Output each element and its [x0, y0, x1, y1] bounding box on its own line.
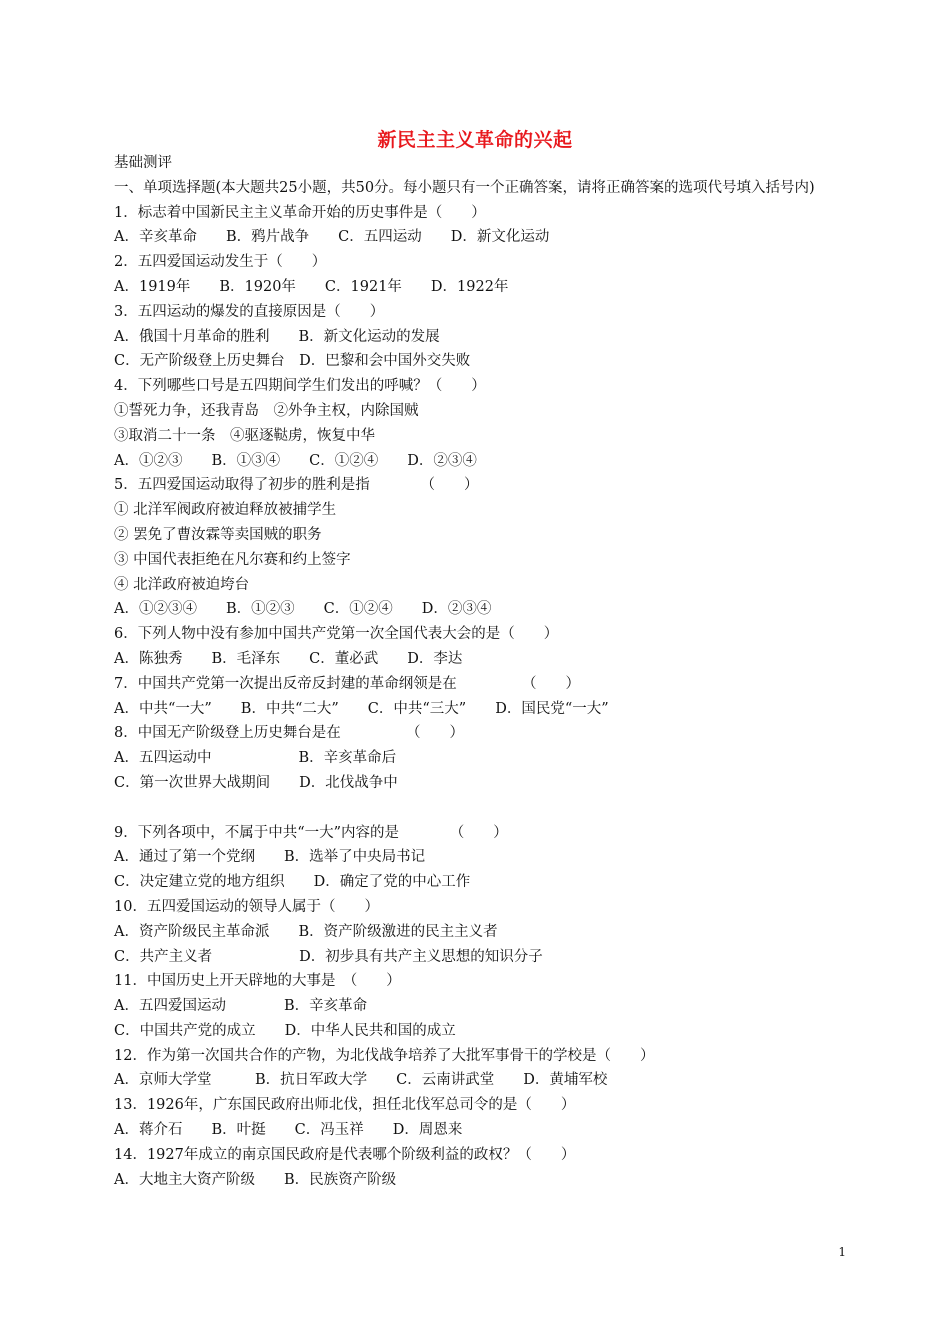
text-line: A．中共“一大” B．中共“二大” C．中共“三大” D．国民党“一大” [114, 700, 609, 717]
page-title: 新民主主义革命的兴起 [377, 129, 573, 151]
text-line: A．五四爱国运动 B．辛亥革命 [114, 998, 368, 1015]
text-line: A．俄国十月革命的胜利 B．新文化运动的发展 [114, 328, 440, 345]
text-line: A．资产阶级民主革命派 B．资产阶级激进的民主主义者 [114, 923, 498, 940]
text-line: A．蒋介石 B．叶挺 C．冯玉祥 D．周恩来 [114, 1122, 463, 1139]
text-line: 4．下列哪些口号是五四期间学生们发出的呼喊？（ ） [114, 378, 486, 395]
text-line: ③ 中国代表拒绝在凡尔赛和约上签字 [114, 551, 351, 568]
text-line: 1．标志着中国新民主主义革命开始的历史事件是（ ） [114, 204, 486, 221]
text-line: ① 北洋军阀政府被迫释放被捕学生 [114, 502, 337, 519]
text-line: A．辛亥革命 B．鸦片战争 C．五四运动 D．新文化运动 [114, 229, 550, 246]
text-line: 3．五四运动的爆发的直接原因是（ ） [114, 303, 385, 320]
blank-line [114, 796, 854, 821]
text-line: 6．下列人物中没有参加中国共产党第一次全国代表大会的是（ ） [114, 626, 559, 643]
text-line: ② 罢免了曹汝霖等卖国贼的职务 [114, 526, 322, 543]
page-number: 1 [838, 1245, 846, 1259]
text-line: 7．中国共产党第一次提出反帝反封建的革命纲领是在 （ ） [114, 675, 580, 692]
text-line: C．第一次世界大战期间 D．北伐战争中 [114, 774, 398, 791]
text-line: ③取消二十一条 ④驱逐鞑虏，恢复中华 [114, 427, 375, 444]
text-line: C．决定建立党的地方组织 D．确定了党的中心工作 [114, 874, 471, 891]
text-line: 12．作为第一次国共合作的产物，为北伐战争培养了大批军事骨干的学校是（ ） [114, 1047, 655, 1064]
text-line: A．京师大学堂 B．抗日军政大学 C．云南讲武堂 D．黄埔军校 [114, 1072, 608, 1089]
question-lines [114, 201, 854, 1193]
text-line: A．大地主大资产阶级 B．民族资产阶级 [114, 1171, 397, 1188]
text-line: 5．五四爱国运动取得了初步的胜利是指 （ ） [114, 477, 479, 494]
text-line: 11．中国历史上开天辟地的大事是 （ ） [114, 973, 401, 990]
text-line: C．中国共产党的成立 D．中华人民共和国的成立 [114, 1022, 456, 1039]
text-line: 2．五四爱国运动发生于（ ） [114, 254, 327, 271]
text-line: 13．1926年，广东国民政府出师北伐，担任北伐军总司令的是（ ） [114, 1097, 576, 1114]
text-line: A．①②③ B．①③④ C．①②④ D．②③④ [114, 452, 477, 469]
text-line: 14．1927年成立的南京国民政府是代表哪个阶级利益的政权？（ ） [114, 1146, 576, 1163]
question-content [114, 151, 854, 1192]
text-line: A．①②③④ B．①②③ C．①②④ D．②③④ [114, 601, 492, 618]
text-line: A．五四运动中 B．辛亥革命后 [114, 750, 397, 767]
text-line: 8．中国无产阶级登上历史舞台是在 （ ） [114, 725, 464, 742]
instructions: 一、单项选择题(本大题共25小题，共50分。每小题只有一个正确答案，请将正确答案的选项代号填入括号内) [114, 179, 815, 196]
text-line: ①誓死力争，还我青岛 ②外争主权，内除国贼 [114, 402, 419, 419]
text-line: A．通过了第一个党纲 B．选举了中央局书记 [114, 849, 426, 866]
text-line: C．无产阶级登上历史舞台 D．巴黎和会中国外交失败 [114, 353, 471, 370]
text-line: A．陈独秀 B．毛泽东 C．董必武 D．李达 [114, 650, 463, 667]
text-line: A．1919年 B．1920年 C．1921年 D．1922年 [114, 278, 509, 295]
text-line: ④ 北洋政府被迫垮台 [114, 576, 250, 593]
text-line: 10．五四爱国运动的领导人属于（ ） [114, 898, 379, 915]
section-label: 基础测评 [114, 155, 172, 171]
text-line: C．共产主义者 D．初步具有共产主义思想的知识分子 [114, 948, 543, 965]
text-line: 9．下列各项中，不属于中共“一大”内容的是 （ ） [114, 824, 508, 841]
